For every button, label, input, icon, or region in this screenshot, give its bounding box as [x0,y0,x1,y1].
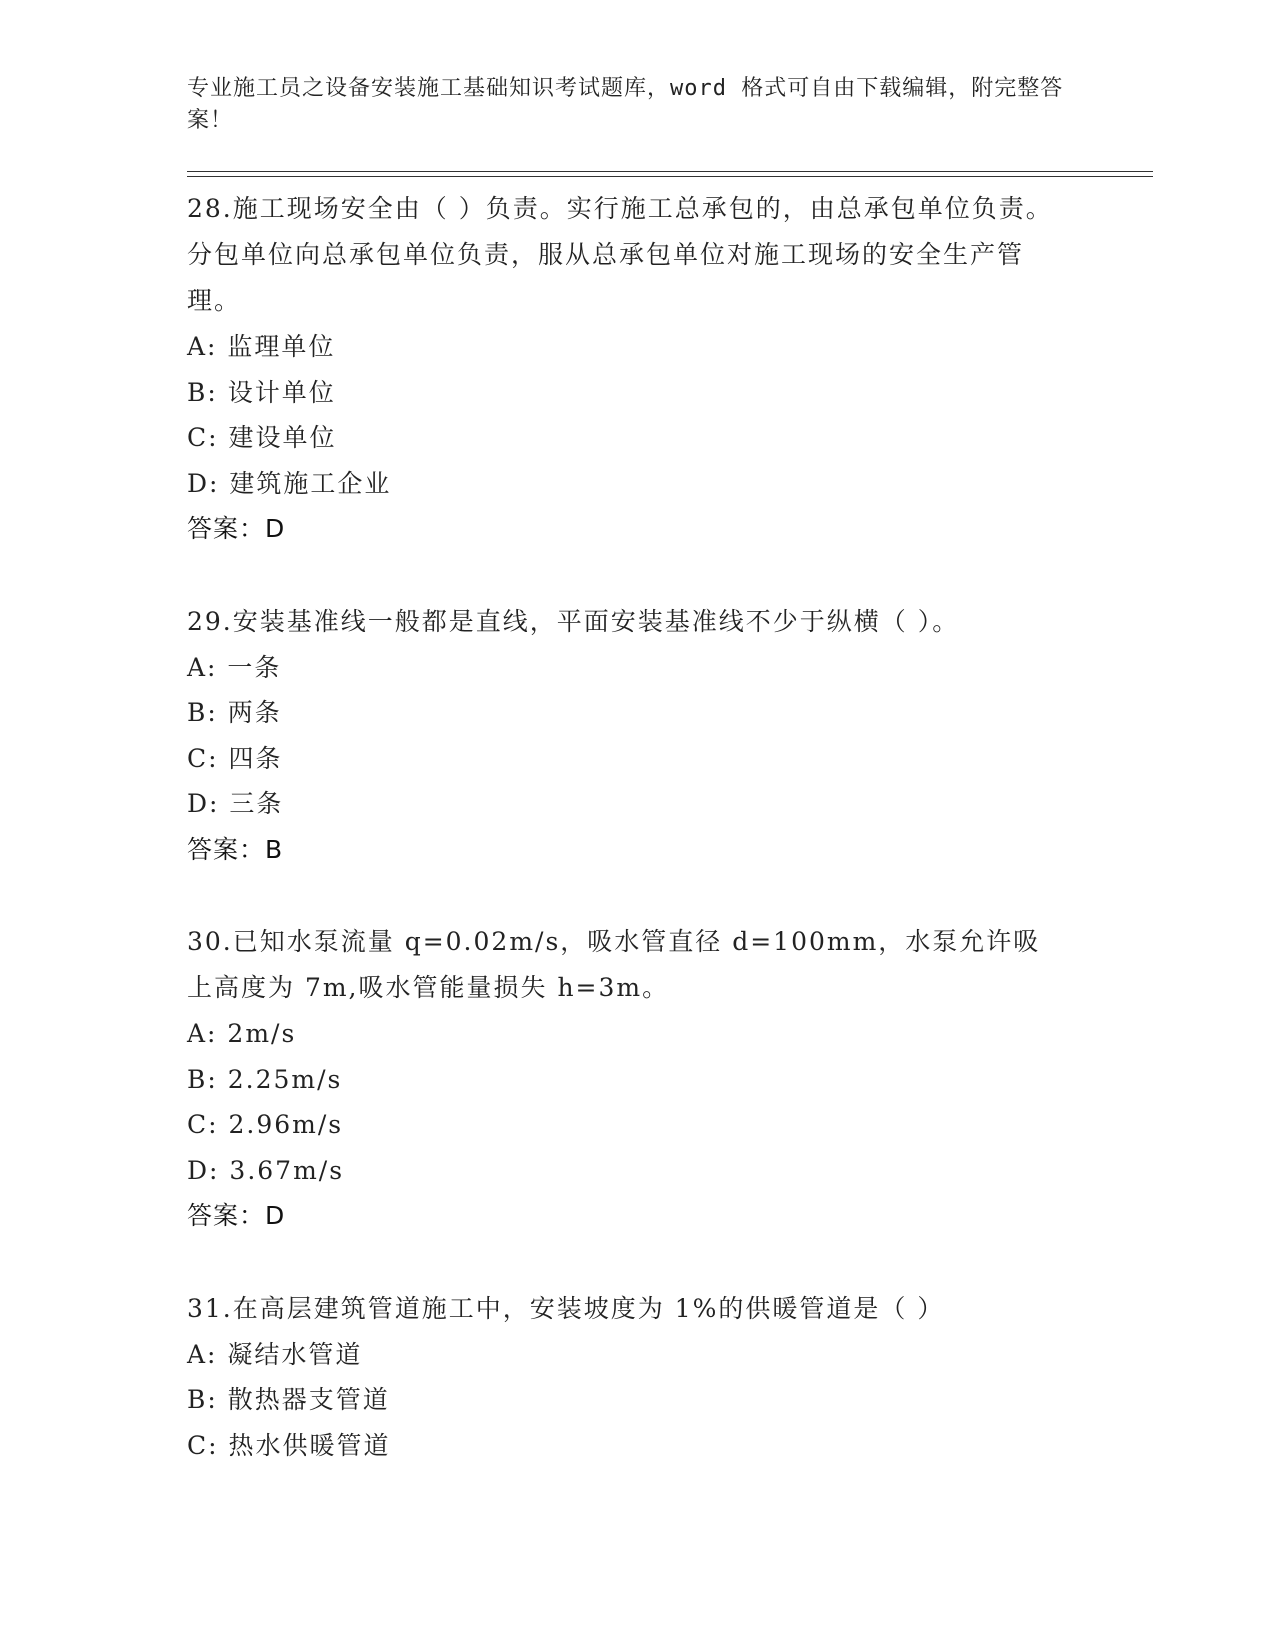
option-d: D: 三条 [187,789,284,818]
question-stem: 28.施工现场安全由（ ）负责。实行施工总承包的，由总承包单位负责。分包单位向总承包单位负责，服从总承包单位对施工现场的安全生产管理。 [187,194,1053,315]
header-divider-top [187,171,1153,172]
question-28 [187,186,1067,552]
option-d: D: 3.67m/s [187,1155,345,1185]
option-a: A: 2m/s [187,1019,297,1048]
question-29 [187,599,1067,873]
question-30 [187,919,1067,1239]
question-stem: 31.在高层建筑管道施工中，安装坡度为 1%的供暖管道是（ ） [187,1293,945,1323]
option-c: C: 2.96m/s [187,1110,344,1139]
answer-line: 答案：D [187,1201,286,1230]
option-b: B: 2.25m/s [187,1064,343,1094]
option-b: B: 两条 [187,698,282,727]
question-list [187,186,1067,1515]
document-header: 专业施工员之设备安装施工基础知识考试题库，word 格式可自由下载编辑，附完整答案！ [187,76,1064,133]
option-a: A: 凝结水管道 [187,1339,363,1369]
option-b: B: 散热器支管道 [187,1385,390,1414]
option-a: A: 一条 [187,652,282,682]
question-31 [187,1286,1067,1469]
option-b: B: 设计单位 [187,377,336,407]
answer-line: 答案：B [187,834,284,864]
question-stem: 29.安装基准线一般都是直线，平面安装基准线不少于纵横（ ）。 [187,606,960,636]
option-a: A: 监理单位 [187,332,336,361]
answer-line: 答案：D [187,514,286,543]
header-divider-bottom [187,176,1153,177]
option-c: C: 建设单位 [187,423,337,452]
option-c: C: 四条 [187,743,283,773]
option-c: C: 热水供暖管道 [187,1430,391,1460]
option-d: D: 建筑施工企业 [187,468,392,498]
question-stem: 30.已知水泵流量 q=0.02m/s，吸水管直径 d=100mm，水泵允许吸上高度为 7m,吸水管能量损失 h=3m。 [187,927,1041,1002]
